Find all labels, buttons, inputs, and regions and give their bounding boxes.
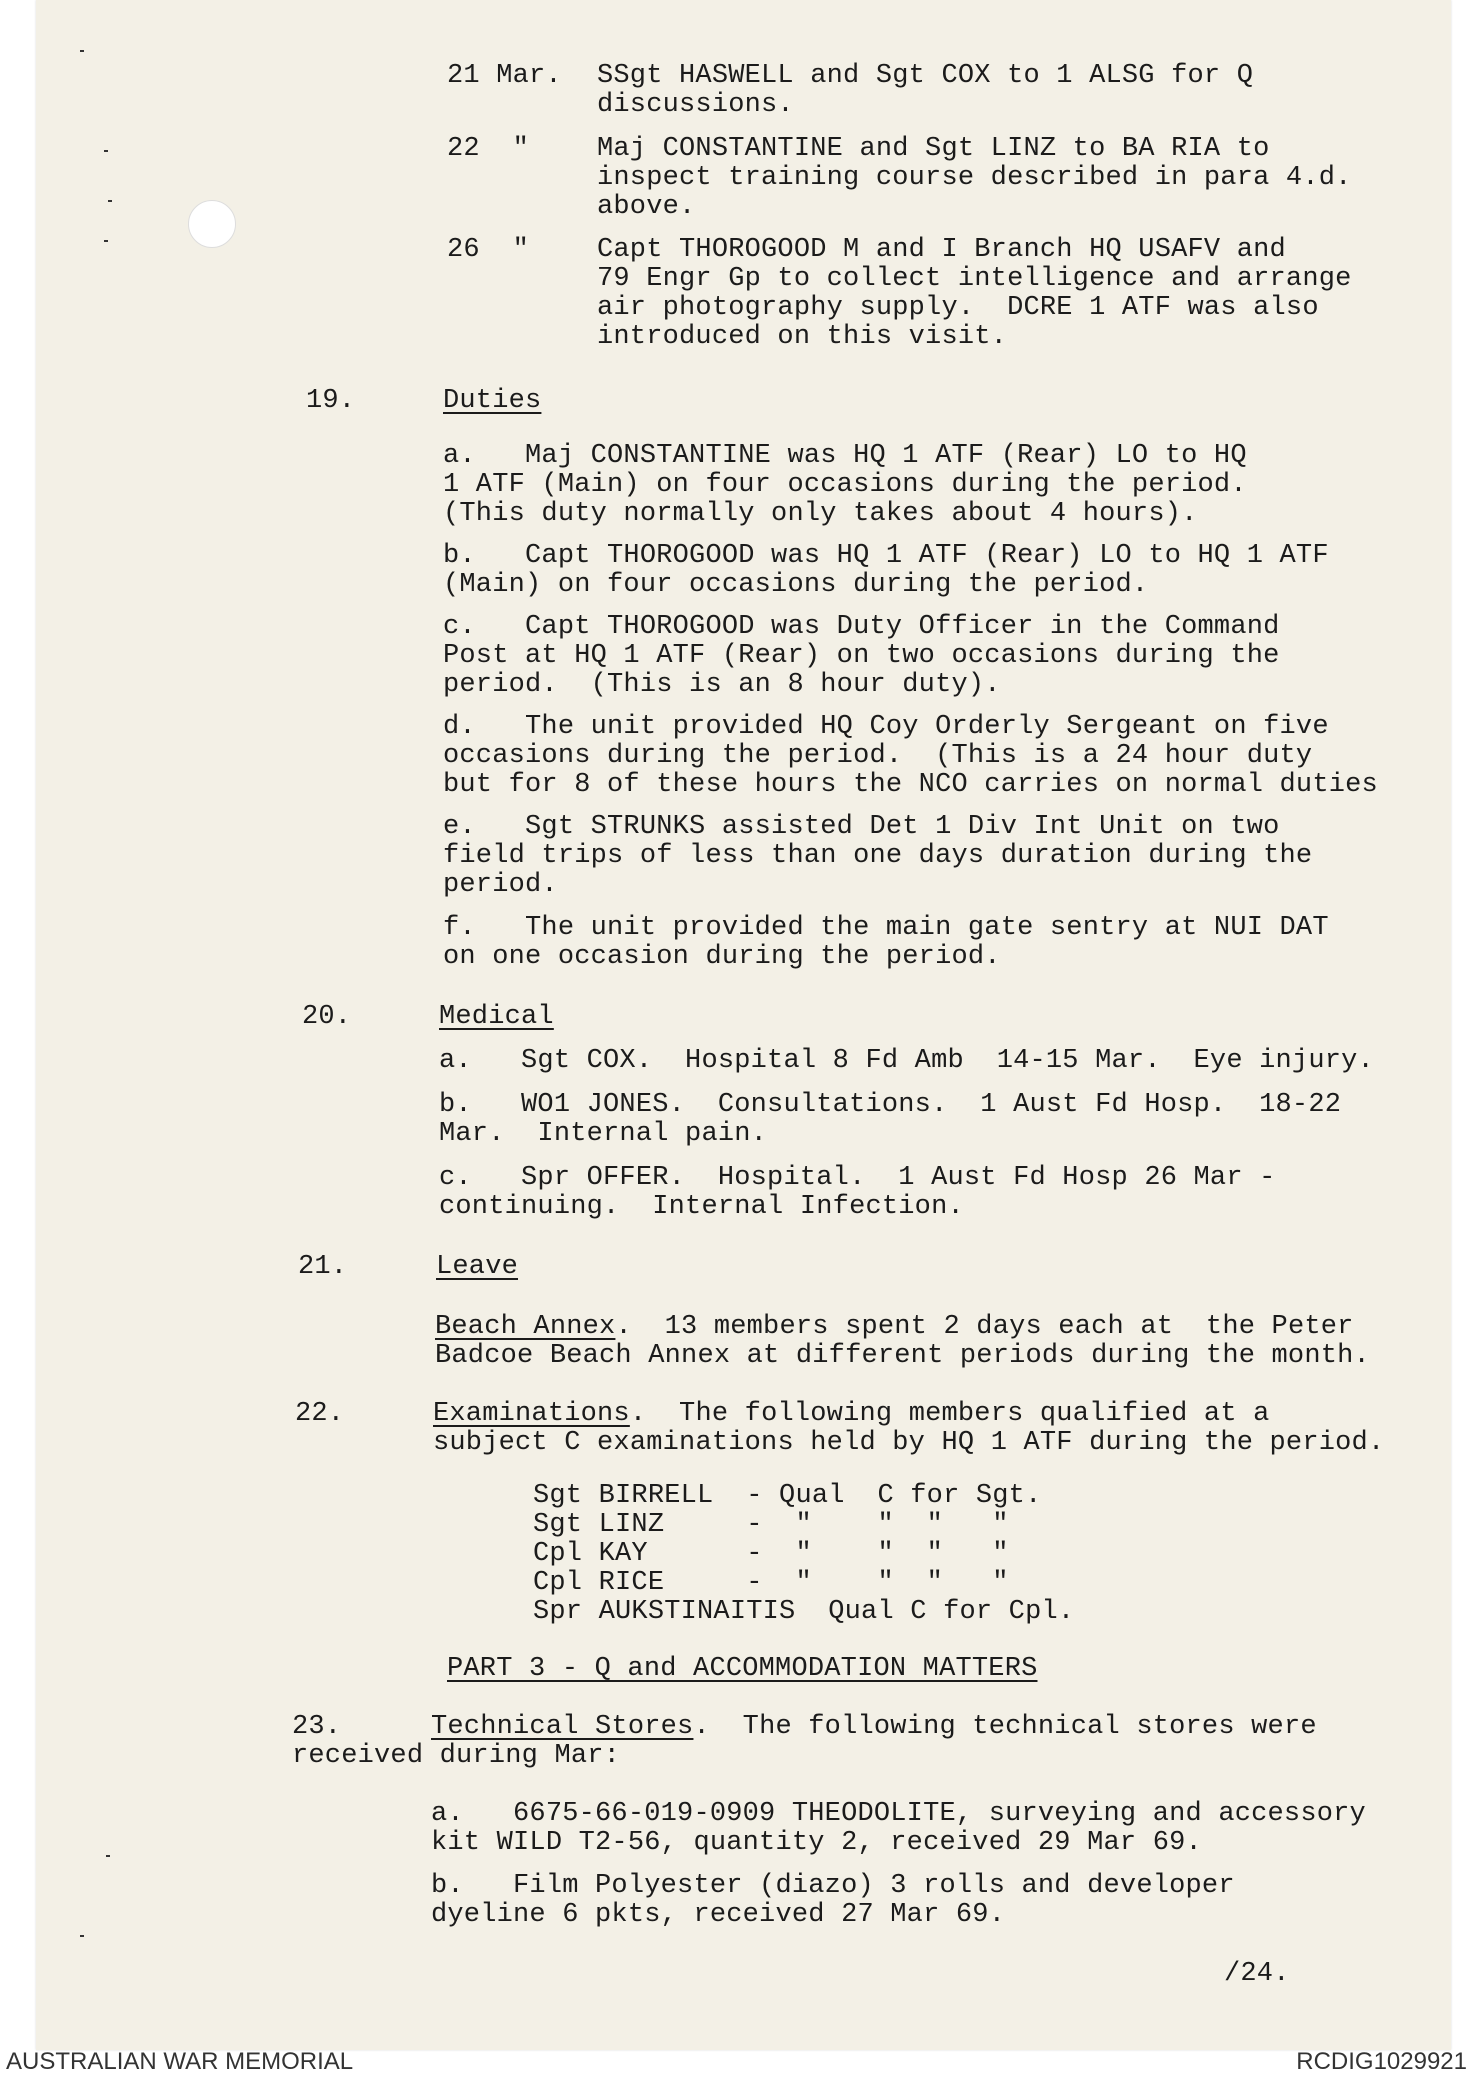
medical-line: Mar. Internal pain. — [439, 1119, 768, 1149]
punch-hole — [188, 200, 236, 248]
section-heading: Medical — [439, 1002, 554, 1032]
para-number: 19. — [306, 386, 356, 416]
visit-text-line: Maj CONSTANTINE and Sgt LINZ to BA RIA to — [597, 134, 1270, 164]
para-number: 20. — [302, 1002, 352, 1032]
duty-line: e. Sgt STRUNKS assisted Det 1 Div Int Unit on two — [443, 812, 1280, 842]
duty-line: 1 ATF (Main) on four occasions during the period. — [443, 470, 1247, 500]
sub-heading: Beach Annex — [435, 1312, 616, 1342]
visit-date: 22 " — [447, 134, 530, 164]
duty-line: period. (This is an 8 hour duty). — [443, 670, 1001, 700]
duty-line: b. Capt THOROGOOD was HQ 1 ATF (Rear) LO to HQ 1 ATF — [443, 541, 1329, 571]
duty-line: occasions during the period. (This is a 24 hour duty — [443, 741, 1313, 771]
stores-item-line: a. 6675-66-019-0909 THEODOLITE, surveying and accessory — [431, 1799, 1366, 1829]
qualification-row: Sgt BIRRELL - Qual C for Sgt. — [533, 1481, 1042, 1511]
exam-line: Examinations. The following members qualified at a — [433, 1399, 1270, 1429]
duty-line: Post at HQ 1 ATF (Rear) on two occasions during the — [443, 641, 1280, 671]
archive-footer-left: AUSTRALIAN WAR MEMORIAL — [6, 2048, 354, 2075]
duty-line: period. — [443, 870, 558, 900]
duty-line: field trips of less than one days duration during the — [443, 841, 1313, 871]
medical-line: b. WO1 JONES. Consultations. 1 Aust Fd Hosp. 18-22 — [439, 1090, 1342, 1120]
margin-mark — [80, 1935, 84, 1937]
section-heading: Examinations — [433, 1399, 630, 1429]
stores-line: received during Mar: — [292, 1741, 621, 1771]
duty-line: on one occasion during the period. — [443, 942, 1001, 972]
medical-line: continuing. Internal Infection. — [439, 1192, 964, 1222]
duty-line: c. Capt THOROGOOD was Duty Officer in the Command — [443, 612, 1280, 642]
leave-line: Beach Annex. 13 members spent 2 days each at the Peter — [435, 1312, 1354, 1342]
duty-line: but for 8 of these hours the NCO carries on normal duties — [443, 770, 1378, 800]
visit-text-line: inspect training course described in para 4.d. — [597, 163, 1352, 193]
medical-line: c. Spr OFFER. Hospital. 1 Aust Fd Hosp 26 Mar - — [439, 1163, 1276, 1193]
duty-line: (Main) on four occasions during the period. — [443, 570, 1149, 600]
archive-footer-right: RCDIG1029921 — [1296, 2048, 1467, 2075]
duty-line: a. Maj CONSTANTINE was HQ 1 ATF (Rear) LO to HQ — [443, 441, 1247, 471]
duty-line: d. The unit provided HQ Coy Orderly Sergeant on five — [443, 712, 1329, 742]
visit-text-line: air photography supply. DCRE 1 ATF was also — [597, 293, 1319, 323]
qualification-row: Cpl RICE - " " " " — [533, 1568, 1009, 1598]
visit-text-line: 79 Engr Gp to collect intelligence and arrange — [597, 264, 1352, 294]
section-heading: Leave — [436, 1252, 519, 1282]
stores-item-line: b. Film Polyester (diazo) 3 rolls and developer — [431, 1871, 1235, 1901]
margin-mark — [106, 1855, 110, 1857]
visit-date: 26 " — [447, 235, 530, 265]
visit-text-line: SSgt HASWELL and Sgt COX to 1 ALSG for Q — [597, 61, 1254, 91]
visit-text-line: above. — [597, 192, 696, 222]
next-page-ref: /24. — [1224, 1959, 1290, 1989]
duty-line: (This duty normally only takes about 4 hours). — [443, 499, 1198, 529]
para-number: 23. — [292, 1712, 342, 1742]
margin-mark — [104, 240, 108, 242]
visit-date: 21 Mar. — [447, 61, 562, 91]
stores-line: Technical Stores. The following technical stores were — [431, 1712, 1317, 1742]
exam-line: subject C examinations held by HQ 1 ATF during the period. — [433, 1428, 1385, 1458]
visit-text-line: Capt THOROGOOD M and I Branch HQ USAFV and — [597, 235, 1286, 265]
qualification-row: Cpl KAY - " " " " — [533, 1539, 1009, 1569]
margin-mark — [80, 50, 84, 52]
visit-text-line: discussions. — [597, 90, 794, 120]
stores-item-line: kit WILD T2-56, quantity 2, received 29 Mar 69. — [431, 1828, 1202, 1858]
stores-item-line: dyeline 6 pkts, received 27 Mar 69. — [431, 1900, 1006, 1930]
medical-line: a. Sgt COX. Hospital 8 Fd Amb 14-15 Mar. Eye injury. — [439, 1046, 1374, 1076]
margin-mark — [104, 150, 108, 152]
duty-line: f. The unit provided the main gate sentry at NUI DAT — [443, 913, 1329, 943]
leave-line: Badcoe Beach Annex at different periods during the month. — [435, 1341, 1370, 1371]
document-page — [36, 0, 1451, 2050]
para-number: 21. — [298, 1252, 348, 1282]
qualification-row: Spr AUKSTINAITIS Qual C for Cpl. — [533, 1597, 1075, 1627]
qualification-row: Sgt LINZ - " " " " — [533, 1510, 1009, 1540]
margin-mark — [108, 200, 112, 202]
part-heading: PART 3 - Q and ACCOMMODATION MATTERS — [447, 1654, 1038, 1684]
section-heading: Duties — [443, 386, 542, 416]
section-heading: Technical Stores — [431, 1712, 694, 1742]
para-number: 22. — [295, 1399, 345, 1429]
visit-text-line: introduced on this visit. — [597, 322, 1008, 352]
